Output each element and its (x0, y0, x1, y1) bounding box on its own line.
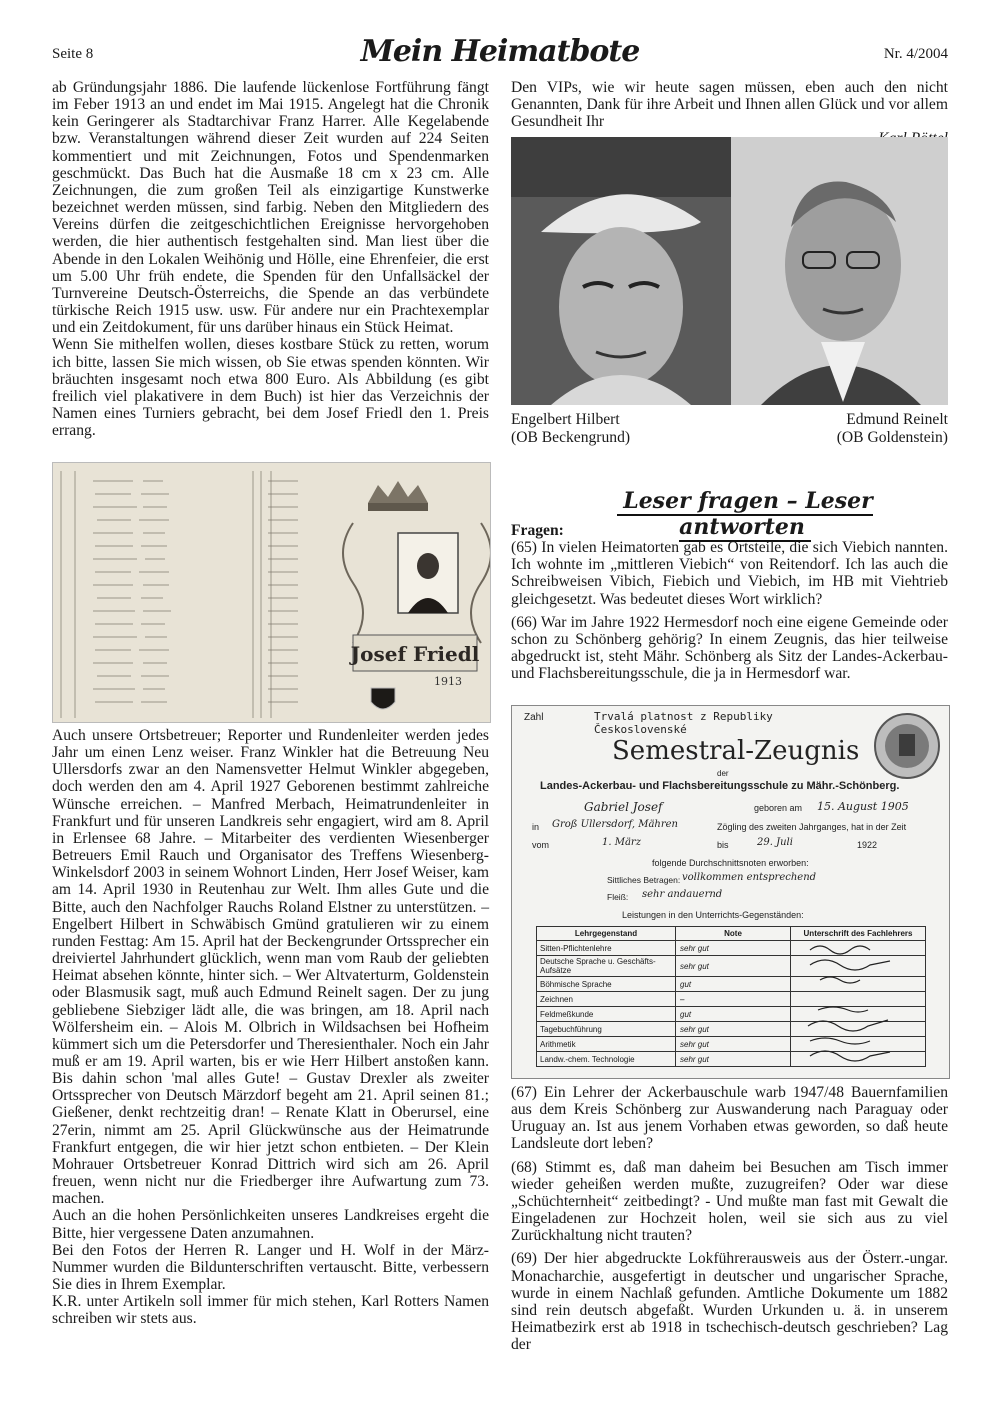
section-title (560, 488, 930, 540)
caption-right (837, 411, 948, 447)
questions-top (511, 522, 948, 688)
subject-cell: Sitten-Pflichtenlehre (537, 941, 676, 956)
note-cell: – (676, 992, 791, 1007)
cert-birth-place: Groß Ullersdorf, Mähren (552, 819, 678, 830)
question-68: (68) Stimmt es, daß man daheim bei Besuchen am Tisch immer wieder geheißen werden mußte, zuzugreifen? Oder war diese „Schüchternheit“ zeitbedingt? - Und mußte man fast mit Gewalt die Eingeladenen zur Hochzeit holen, weil sie sich aus zu viel Zurückhaltung nicht trauten? (511, 1158, 948, 1245)
cert-student-name: Gabriel Josef (584, 800, 663, 814)
cert-der: der (717, 769, 729, 778)
caption-name: Edmund Reinelt (846, 411, 948, 428)
questions-bottom (511, 1084, 948, 1359)
question-66: (66) War im Jahre 1922 Hermesdorf noch eine eigene Gemeinde oder schon zu Schönberg gehörig? In einem Zeugnis, das hier teilweise abgedruckt ist, steht Mähr. Schönberg als Sitz der Landes-Ackerbau- und Flachsbereitungsschule, die ja in Hermesdorf war. (511, 613, 948, 683)
cert-school: Landes-Ackerbau- und Flachsbereitungsschule zu Mähr.-Schönberg. (540, 780, 900, 792)
caption-role: (OB Beckengrund) (511, 429, 631, 446)
left-column-top (52, 79, 489, 439)
issue-number: Nr. 4/2004 (883, 46, 948, 62)
paragraph: Den VIPs, wie wir heute sagen müssen, eben auch den nicht Genannten, Dank für ihre Arbeit und Ihnen allen Glück und vor allem Gesundheit Ihr (511, 79, 948, 131)
subject-cell: Feldmeßkunde (537, 1007, 676, 1022)
page-header (52, 34, 948, 72)
cert-geboren-label: geboren am (754, 803, 803, 813)
photo-edmund-reinelt (731, 137, 948, 405)
cert-fleiss-value: sehr andauernd (642, 889, 723, 900)
portrait-icon (511, 137, 731, 405)
paragraph: ab Gründungsjahr 1886. Die laufende lückenlose Fortführung fängt im Feber 1913 an und endet im Mai 1915. Angelegt hat die Chronik kein Geringerer als Stadtarchivar Franz Harrer. Alle Kegelabende bzw. Veranstaltungen während dieser Zeit wurden auf 224 Seiten kommentiert und mit Zeichnungen, Fotos und Spendenmarken geschmückt. Das Buch hat die Ausmaße 18 cm x 23 cm. Alle Zeichnungen, die zum großen Teil als einzigartige Kunstwerke bezeichnet werden müssen, sind farbig. Neben den Mitgliedern des Vereins dürfen die zeitgeschichtlichen Ereignisse hervorgehoben werden, die hier authentisch festgehalten sind. Man liest über die Abende in den Lokalen Weihönig und Hölle, eine Ehrenfeier, die erst um 5.00 Uhr früh endete, die Spenden für den Unfallsäckel der Turnvereine Deutsch-Österreichs, die Spende an das verbündete türkische Reich 1915 usw. usw. Für andere nur ein Prachtexemplar und ein Zeitdokument, für uns darüber hinaus ein Stück Heimat. (52, 79, 489, 337)
questions-heading: Fragen: (511, 522, 564, 539)
paragraph: Wenn Sie mithelfen wollen, dieses kostbare Stück zu retten, worum ich bitte, lassen Sie mich wissen, ob Sie etwas spenden könnten. Wir bräuchten insgesamt noch etwa 800 Euro. Als Abbildung (es gibt freilich viel plakativere in dem Buch) ist hier das Verzeichnis der Namen eines Turniers gebracht, bei dem Josef Friedl den 1. Preis errang. (52, 336, 489, 440)
cert-year: 1922 (857, 840, 878, 850)
note-cell: sehr gut (676, 1052, 791, 1067)
cert-sitten-value: vollkommen entsprechend (682, 872, 817, 883)
cert-bis-label: bis (717, 840, 729, 850)
subject-cell: Arithmetik (537, 1037, 676, 1052)
newspaper-masthead: Mein Heimatbote (360, 34, 640, 69)
cert-in-label: in (532, 822, 540, 832)
portrait-icon (731, 137, 948, 405)
subject-cell: Zeichnen (537, 992, 676, 1007)
cert-noten-label: folgende Durchschnittsnoten erworben: (652, 858, 809, 868)
question-69: (69) Der hier abgedruckte Lokführerausweis aus der Österr.-ungar. Monacharchie, ausgefertigt in deutscher und ungarischer Sprache, wurde in einem Nachlaß gefunden. Amtliche Dokumente um 1882 sind rein deutsch abgefaßt. Wurden Urkunden u. ä. in unserem Heimatbezirk erst ab 1918 in tschechisch-deutsch geschrieben? Lag der (511, 1250, 948, 1354)
cert-birth-date: 15. August 1905 (817, 800, 909, 813)
section-title-text: Leser fragen – Leser antworten (617, 488, 873, 542)
note-cell: gut (676, 1007, 791, 1022)
paragraph: Bei den Fotos der Herren R. Langer und H. Wolf in der März-Nummer wurden die Bildunterschriften vertauscht. Bitte, verbessern Sie dies in Ihrem Exemplar. (52, 1241, 489, 1293)
chronicle-page-image (52, 462, 491, 723)
subject-cell: Böhmische Sprache (537, 977, 676, 992)
chronicle-name-label: Josef Friedl (350, 642, 480, 666)
caption-name: Engelbert Hilbert (511, 411, 620, 428)
caption-left (511, 411, 630, 447)
cert-vom-date: 1. März (602, 837, 641, 848)
note-cell: gut (676, 977, 791, 992)
table-header: Unterschrift des Fachlehrers (791, 927, 926, 941)
paragraph: K.R. unter Artikeln soll immer für mich stehen, Karl Rotters Namen schreiben wir stets aus. (52, 1293, 489, 1328)
page-number: Seite 8 (52, 46, 94, 62)
note-cell: sehr gut (676, 956, 791, 977)
question-65: (65) In vielen Heimatorten gab es Ortsteile, die sich Viebich nannten. Ich wohnte im „mittleren Viebich“ von Reitendorf. Ich las auch die Schreibweisen Vibich, Fiebich und Viebich, im HB mit Viehtrieb gleichgesetzt. Was bedeutet dieses Wort wirklich? (511, 539, 948, 608)
cert-leistungen-label: Leistungen in den Unterrichts-Gegenständen: (622, 910, 804, 920)
subject-cell: Tagebuchführung (537, 1022, 676, 1037)
table-header: Lehrgegenstand (537, 927, 676, 941)
chronicle-year: 1913 (434, 675, 462, 688)
left-column-bottom (52, 727, 489, 1327)
table-header: Note (676, 927, 791, 941)
cert-fleiss-label: Fleiß: (607, 892, 629, 902)
note-cell: sehr gut (676, 1022, 791, 1037)
caption-role: (OB Goldenstein) (836, 429, 948, 446)
cert-sitten-label: Sittliches Betragen: (607, 875, 681, 885)
cert-republic-stamp: Trvalá platnost z Republiky Československé (594, 710, 773, 736)
chronicle-illustration (53, 463, 490, 722)
certificate-image (511, 705, 950, 1079)
shield-icon (371, 688, 395, 709)
cert-bis-date: 29. Juli (757, 837, 793, 848)
question-67: (67) Ein Lehrer der Ackerbauschule warb 1947/48 Bauernfamilien aus dem Kreis Schönberg zur Auswanderung nach Paraguay oder Uruguay an. Ist aus jenem Vorhaben etwas geworden, so daß heute Landsleute dort leben? (511, 1084, 948, 1153)
subject-cell: Landw.-chem. Technologie (537, 1052, 676, 1067)
subject-cell: Deutsche Sprache u. Geschäfts-Aufsätze (537, 956, 676, 977)
cert-title: Semestral-Zeugnis (612, 736, 860, 766)
teacher-signatures (800, 942, 920, 1066)
cert-zoegling: Zögling des zweiten Jahrganges, hat in der Zeit (717, 822, 907, 832)
cert-vom-label: vom (532, 840, 550, 850)
paragraph: Auch unsere Ortsbetreuer; Reporter und Rundenleiter werden jedes Jahr um einen Lenz weiser. Franz Winkler hat die Betreuung Neu Ullersdorfs zwar an den Namensvetter Helmut Winkler abgegeben, doch werden den am 4. April 1927 Geborenen bestimmt zahlreiche Wünsche erreichen. – Manfred Merbach, Heimatrundenleiter in Frankfurt und für unseren Landkreis sehr engagiert, wird am 8. April in Erlensee 68 Jahre. – Mitarbeiter des verdienten Wiesenberger Betreuers Emil Rauch und Organisator des Treffens Wiesenberg-Winkelsdorf 2003 in seinem Wohnort Linden, Herr Josef Weiser, kam am 14. April 1930 in Reutenhau zur Welt. Ihm alles Gute und die Bitte, auch den Nachfolger Rauchs Roland Elstner zu unterstützen. – Engelbert Hilbert in Schwäbisch Gmünd gratulieren wir zu einem runden Festtag: Am 15. April hat der Beckengrunder Ortssprecher ein dreiviertel Jahrhundert glücklich, wenn man vom Raub der geliebten Heimat absehen könnte, hinter sich. – Wer Altvaterturm, Goldenstein oder Blasmusik sagt, muß auch Edmund Reinelt sagen. Der zu jung gebliebene Siebziger lädt alle, die was bringen, am 18. April nach Wölfersheim ein. – Alois M. Olbrich in Wildsachsen bei Hofheim kümmert sich um die Petersdorfer und Theresienthaler. Noch ein Jahr muß er am 19. April warten, bis er wie Herr Hilbert anstoßen kann. Bis dahin schon 'mal alles Gute! – Gustav Drexler als zweiter Ortssprecher von Deutsch Märzdorf begeht am 21. April seinen 81.; Gießener, denkt rechtzeitig dran! – Renate Klatt in Oberursel, eine 27erin, nimmt am 25. April Glückwünsche aus der Heimatrunde Frankfurt entgegen, die wir hier jetzt schon entbieten. – Der Klein Mohrauer Ortsbetreuer Konrad Dittrich wird sich am 26. April freuen, wenn nicht nur die Friedberger ihre Aufwartung zum 73. machen. (52, 727, 489, 1208)
note-cell: sehr gut (676, 941, 791, 956)
paragraph: Auch an die hohen Persönlichkeiten unseres Landkreises ergeht die Bitte, hier vergessene Daten anzumahnen. (52, 1207, 489, 1242)
seal-icon (872, 710, 942, 782)
photo-engelbert-hilbert (511, 137, 731, 405)
note-cell: sehr gut (676, 1037, 791, 1052)
cert-zahl: Zahl (524, 712, 544, 723)
